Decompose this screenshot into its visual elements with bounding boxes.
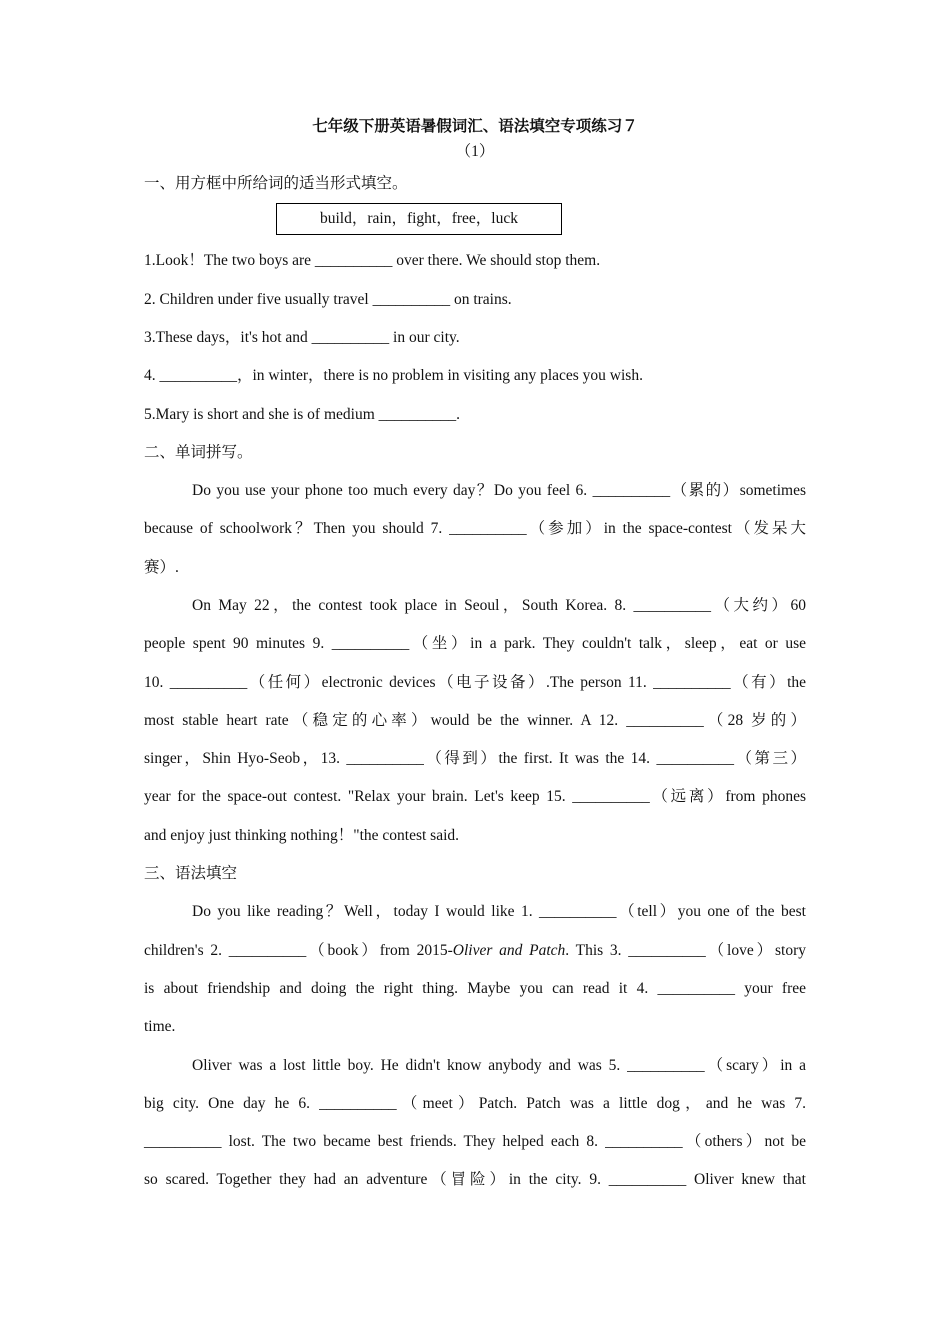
word-box: build，rain，fight，free，luck [276, 203, 562, 235]
section2-line: and enjoy just thinking nothing！"the contest said. [144, 827, 460, 844]
section3-line: big city. One day he 6. __________（meet）Patch. Patch was a little dog，and he was 7. [144, 1095, 806, 1112]
section2-line: On May 22，the contest took place in Seoul，South Korea. 8. __________（大约）60 [192, 597, 806, 614]
section2-line: most stable heart rate（稳定的心率）would be the winner. A 12. __________（28 岁的） [144, 712, 806, 729]
section3-line: Oliver was a lost little boy. He didn't know anybody and was 5. __________（scary）in a [192, 1057, 806, 1074]
section3-line: __________ lost. The two became best friends. They helped each 8. __________（others）not be [144, 1133, 806, 1150]
section3-line-post: . This 3. __________（love）story [565, 942, 806, 959]
section2-line: singer，Shin Hyo-Seob，13. __________（得到）the first. It was the 14. __________（第三） [144, 750, 806, 767]
section3-heading: 三、语法填空 [144, 865, 238, 882]
section3-line: time. [144, 1018, 176, 1035]
section2-line: people spent 90 minutes 9. __________（坐）in a park. They couldn't talk，sleep，eat or use [144, 635, 806, 652]
section3-line: so scared. Together they had an adventure（冒险）in the city. 9. __________ Oliver knew that [144, 1171, 806, 1188]
book-title: Oliver and Patch [452, 942, 566, 959]
section3-line: is about friendship and doing the right thing. Maybe you can read it 4. __________ your free [144, 980, 806, 997]
page-subtitle: （1） [455, 143, 495, 160]
section1-item-2: 2. Children under five usually travel __________ on trains. [144, 291, 512, 308]
section1-item-3: 3.These days，it's hot and __________ in our city. [144, 329, 460, 346]
section1-heading: 一、用方框中所给词的适当形式填空。 [144, 175, 408, 192]
page-title: 七年级下册英语暑假词汇、语法填空专项练习７ [312, 118, 638, 135]
section3-line: Do you like reading？Well，today I would like 1. __________（tell）you one of the best [192, 903, 806, 920]
section2-line: because of schoolwork？Then you should 7. __________（参加）in the space-contest（发呆大 [144, 520, 806, 537]
section2-line: 赛）. [144, 559, 179, 576]
section2-line: year for the space-out contest. "Relax your brain. Let's keep 15. __________（远离）from phones [144, 788, 806, 805]
section2-heading: 二、单词拼写。 [144, 444, 253, 461]
section1-item-1: 1.Look！The two boys are __________ over there. We should stop them. [144, 252, 601, 269]
section3-line [144, 941, 806, 961]
section2-line: Do you use your phone too much every day？Do you feel 6. __________（累的）sometimes [192, 482, 806, 499]
section3-line-pre: children's 2. __________（book）from 2015- [144, 942, 453, 959]
section1-item-4: 4. __________，in winter，there is no problem in visiting any places you wish. [144, 367, 643, 384]
section2-line: 10. __________（任何）electronic devices（电子设备）.The person 11. __________（有）the [144, 674, 806, 691]
section1-item-5: 5.Mary is short and she is of medium __________. [144, 406, 461, 423]
